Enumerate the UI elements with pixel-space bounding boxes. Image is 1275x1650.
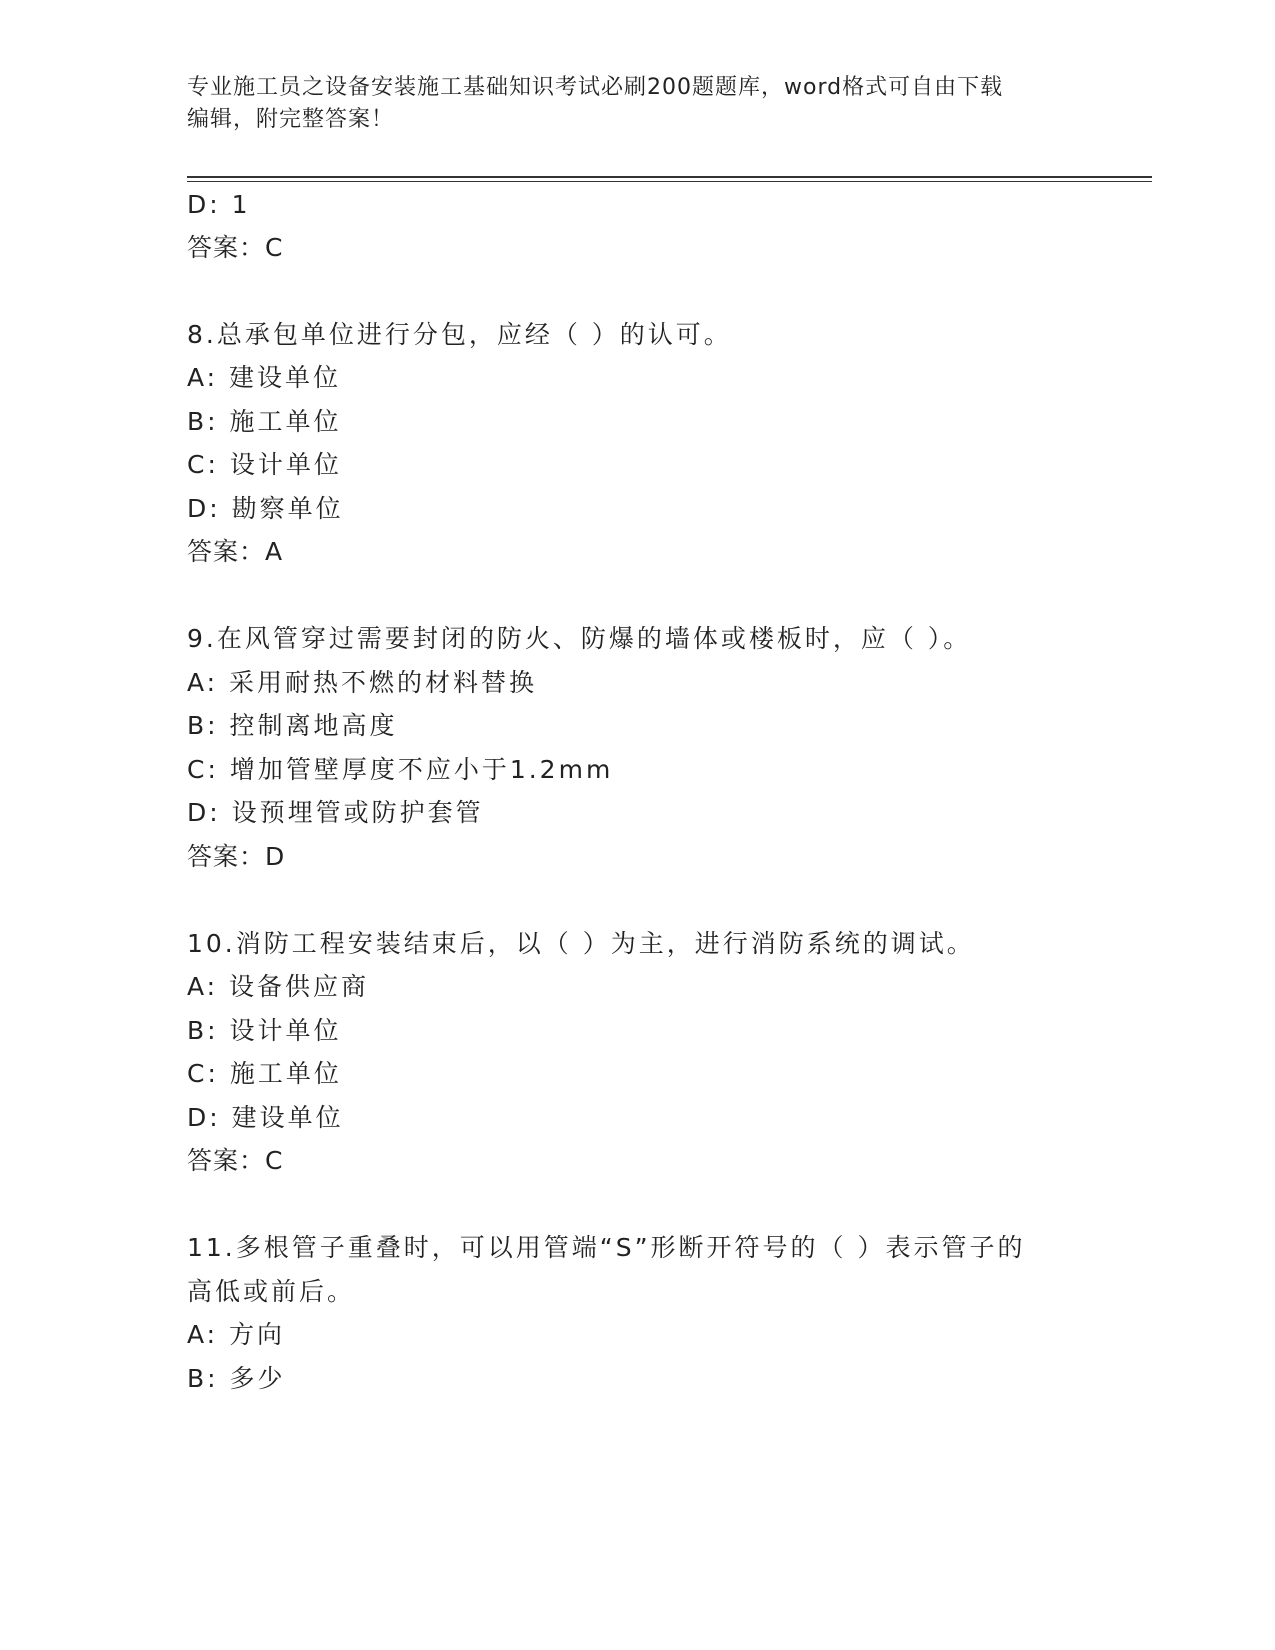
header-divider-thick [187,176,1152,178]
q8-option-d: D: 勘察单位 [187,494,344,523]
q10-option-a: A: 设备供应商 [187,972,370,1001]
header-divider-thin [187,181,1152,182]
q10-option-c: C: 施工单位 [187,1059,342,1088]
header-line-1: 专业施工员之设备安装施工基础知识考试必刷200题题库，word格式可自由下载 [187,75,1004,100]
q8-option-a: A: 建设单位 [187,363,342,392]
q11-option-b: B: 多少 [187,1364,286,1393]
q9-option-a: A: 采用耐热不燃的材料替换 [187,668,538,697]
q11-question-line-1: 11.多根管子重叠时，可以用管端“S”形断开符号的（ ）表示管子的 [187,1233,1026,1262]
q11-option-a: A: 方向 [187,1320,286,1349]
q7-option-d: D: 1 [187,190,251,219]
q7-answer: 答案：C [187,233,284,262]
q10-answer: 答案：C [187,1146,284,1175]
q9-answer: 答案：D [187,842,286,871]
q10-option-d: D: 建设单位 [187,1103,344,1132]
q8-answer: 答案：A [187,537,284,566]
header-line-2: 编辑，附完整答案！ [187,107,395,132]
q9-option-c: C: 增加管壁厚度不应小于1.2mm [187,755,614,784]
q8-option-c: C: 设计单位 [187,450,342,479]
q8-question: 8.总承包单位进行分包，应经（ ）的认可。 [187,320,732,349]
document-header [187,72,1087,136]
q11-question-line-2: 高低或前后。 [187,1277,356,1306]
q9-option-b: B: 控制离地高度 [187,711,398,740]
q9-option-d: D: 设预埋管或防护套管 [187,798,484,827]
q10-question: 10.消防工程安装结束后，以（ ）为主，进行消防系统的调试。 [187,929,975,958]
q9-question: 9.在风管穿过需要封闭的防火、防爆的墙体或楼板时，应（ ）。 [187,624,972,653]
q10-option-b: B: 设计单位 [187,1016,342,1045]
q8-option-b: B: 施工单位 [187,407,342,436]
